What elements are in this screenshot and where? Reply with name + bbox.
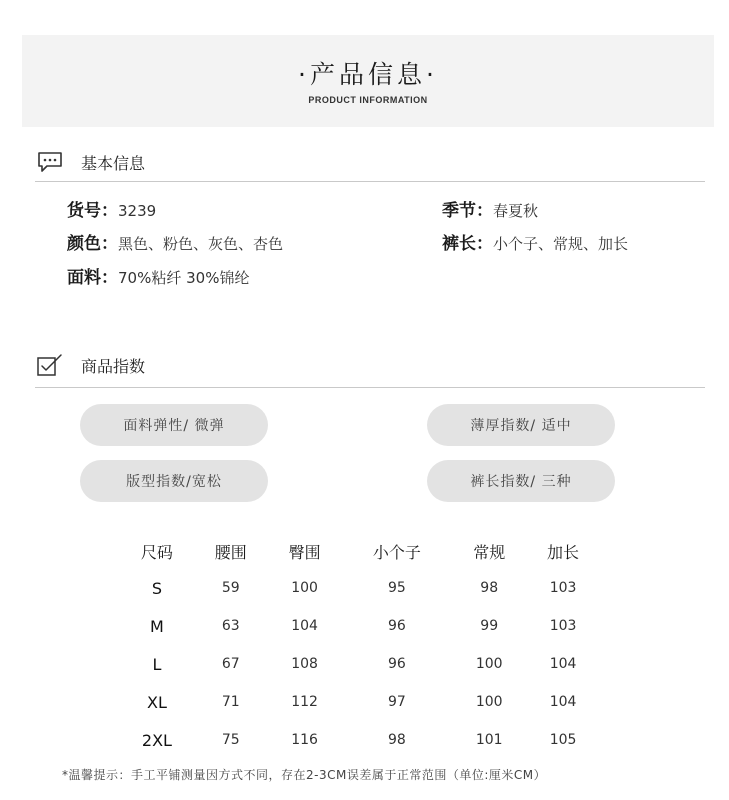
table-cell: 100	[475, 656, 503, 672]
column-header: 尺码	[140, 542, 173, 562]
table-cell: 104	[549, 656, 577, 672]
table-cell: 116	[291, 732, 318, 748]
product-index-header	[35, 350, 705, 380]
size-cell: S	[151, 578, 162, 598]
size-cell: XL	[146, 692, 167, 712]
table-cell: 108	[291, 656, 318, 672]
table-cell: 103	[549, 618, 577, 634]
info-item-season: 季节：春夏秋	[442, 201, 539, 221]
table-cell: 59	[221, 580, 240, 596]
table-cell: 103	[549, 580, 577, 596]
table-cell: 67	[221, 656, 240, 672]
info-item-fabric: 面料：70%粘纤 30%锦纶	[67, 268, 250, 288]
table-cell: 96	[387, 656, 406, 672]
table-cell: 97	[387, 694, 406, 710]
thickness-badge: 薄厚指数/ 适中	[427, 404, 615, 446]
table-cell: 71	[221, 694, 240, 710]
size-cell: L	[152, 654, 162, 674]
table-cell: 105	[549, 732, 577, 748]
table-header-row	[120, 533, 600, 569]
size-cell: M	[150, 616, 164, 636]
checkbox-pen-icon	[35, 352, 65, 378]
table-cell: 98	[387, 732, 406, 748]
basic-info-header	[35, 147, 705, 177]
table-cell: 99	[480, 618, 499, 634]
table-cell: 96	[387, 618, 406, 634]
table-row	[120, 569, 600, 607]
banner-subtitle: PRODUCT INFORMATION	[308, 95, 428, 105]
column-header: 小个子	[372, 542, 421, 562]
table-cell: 63	[221, 618, 240, 634]
column-header: 臀围	[288, 542, 321, 562]
size-table	[120, 533, 600, 759]
column-header: 加长	[547, 542, 580, 562]
divider	[35, 181, 705, 182]
column-header: 常规	[473, 542, 506, 562]
table-cell: 100	[291, 580, 318, 596]
info-item-code: 货号：3239	[67, 201, 157, 221]
table-row	[120, 721, 600, 759]
size-cell: 2XL	[141, 730, 172, 750]
divider	[35, 387, 705, 388]
column-header: 腰围	[214, 542, 247, 562]
table-cell: 100	[475, 694, 503, 710]
basic-info-title: 基本信息	[81, 153, 146, 173]
chat-bubble-icon	[35, 149, 65, 175]
product-index-title: 商品指数	[81, 356, 146, 376]
fit-badge: 版型指数/宽松	[80, 460, 268, 502]
length-badge: 裤长指数/ 三种	[427, 460, 615, 502]
product-info-banner	[22, 35, 714, 127]
table-cell: 95	[387, 580, 406, 596]
measurement-note: *温馨提示：手工平铺测量因方式不同，存在2-3CM误差属于正常范围（单位:厘米CM）	[62, 768, 547, 782]
table-cell: 101	[475, 732, 503, 748]
table-row	[120, 607, 600, 645]
info-item-length: 裤长：小个子、常规、加长	[442, 234, 629, 254]
elasticity-badge: 面料弹性/ 微弹	[80, 404, 268, 446]
table-cell: 104	[549, 694, 577, 710]
table-cell: 112	[291, 694, 318, 710]
table-row	[120, 645, 600, 683]
info-item-color: 颜色：黑色、粉色、灰色、杏色	[67, 234, 284, 254]
table-row	[120, 683, 600, 721]
table-cell: 98	[480, 580, 499, 596]
table-cell: 104	[291, 618, 318, 634]
banner-title: ·产品信息·	[298, 60, 438, 89]
table-cell: 75	[221, 732, 240, 748]
